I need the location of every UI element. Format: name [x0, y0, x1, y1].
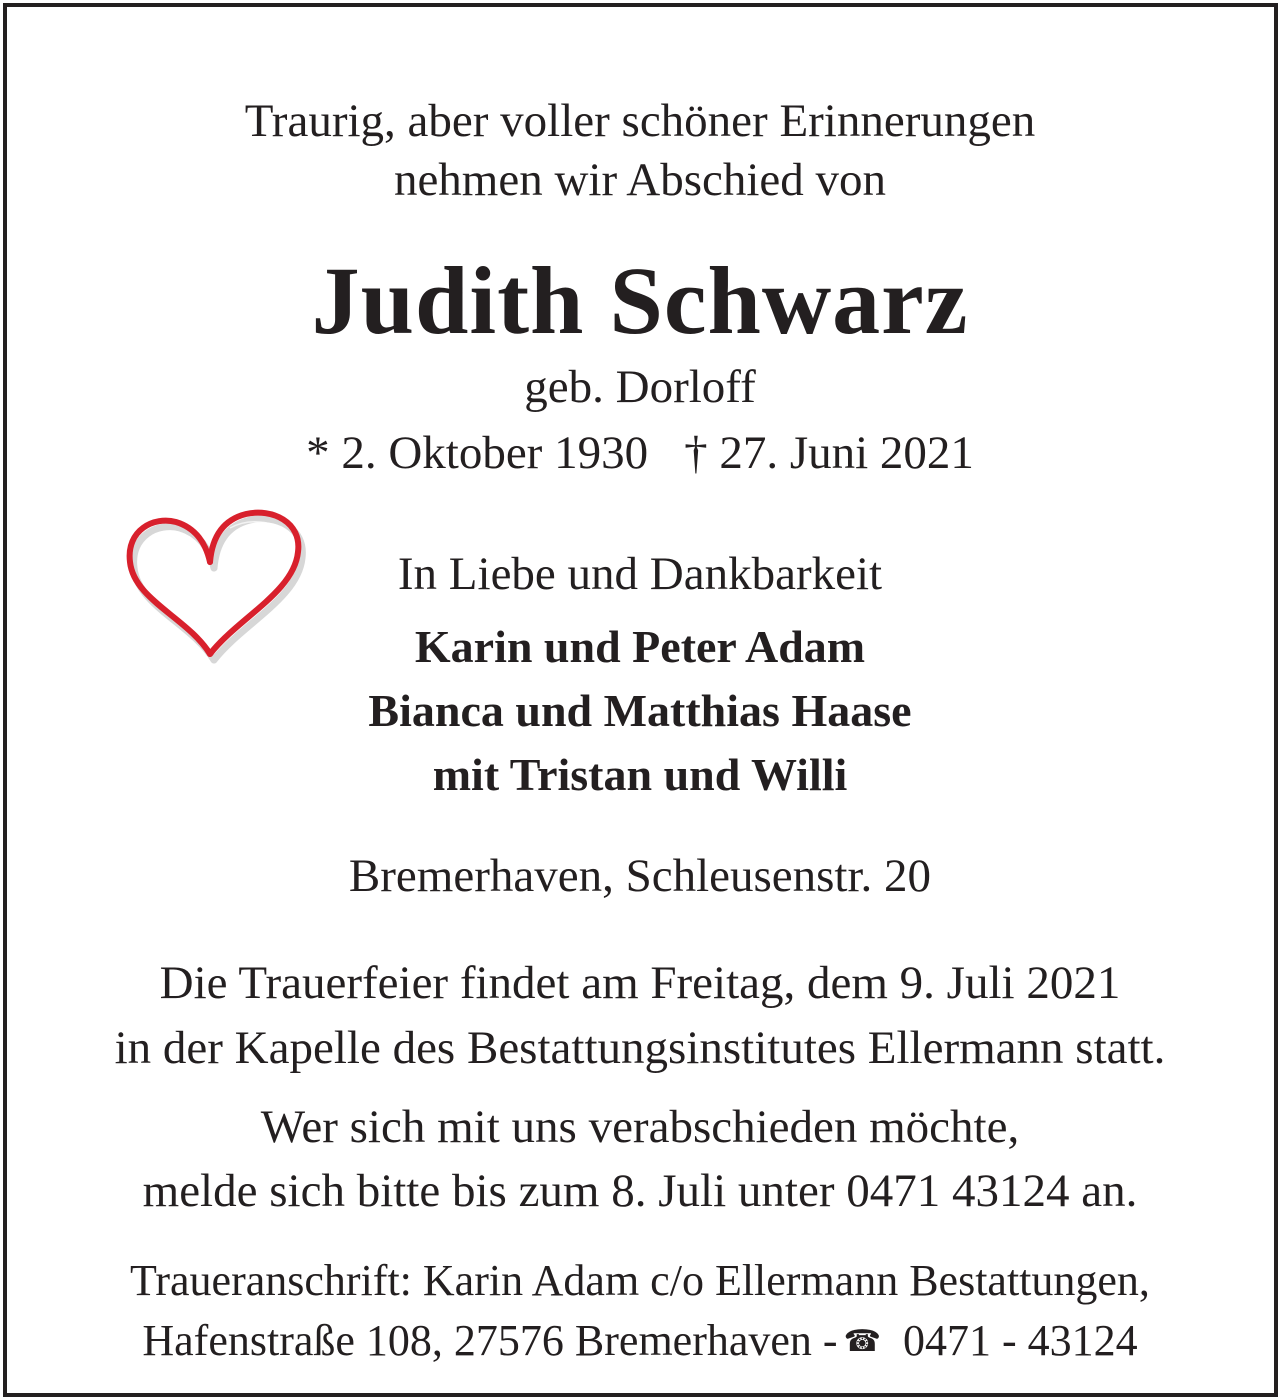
ceremony-line-2: in der Kapelle des Bestattungsinstitutes Ellermann statt. [114, 1022, 1166, 1074]
mourning-address-line-2 [0, 1316, 1280, 1365]
mourning-address-line-1: Traueranschrift: Karin Adam c/o Ellermann Bestattungen, [130, 1256, 1150, 1305]
birth-name: geb. Dorloff [524, 361, 756, 413]
deceased-name: Judith Schwarz [311, 247, 969, 354]
mourner-name: Karin und Peter Adam [414, 621, 866, 672]
birth-date: * 2. Oktober 1930 [306, 427, 649, 479]
life-dates [0, 427, 1280, 479]
mourners-heading: In Liebe und Dankbarkeit [397, 548, 883, 600]
ceremony-line-1: Die Trauerfeier findet am Freitag, dem 9. Juli 2021 [159, 957, 1121, 1009]
mourner-name: mit Tristan und Willi [432, 749, 848, 800]
death-date: † 27. Juni 2021 [684, 427, 974, 479]
intro-line-2: nehmen wir Abschied von [393, 154, 887, 206]
contact-line-1: Wer sich mit uns verabschieden möchte, [260, 1101, 1020, 1153]
mourners-address: Bremerhaven, Schleusenstr. 20 [348, 850, 932, 902]
phone-number: 0471 - 43124 [902, 1316, 1138, 1365]
mourner-name: Bianca und Matthias Haase [368, 685, 912, 736]
mourning-address-street: Hafenstraße 108, 27576 Bremerhaven - [142, 1316, 838, 1365]
intro-line-1: Traurig, aber voller schöner Erinnerungen [244, 95, 1036, 147]
phone-icon: ☎ [843, 1325, 881, 1358]
contact-line-2: melde sich bitte bis zum 8. Juli unter 0471 43124 an. [142, 1165, 1138, 1217]
